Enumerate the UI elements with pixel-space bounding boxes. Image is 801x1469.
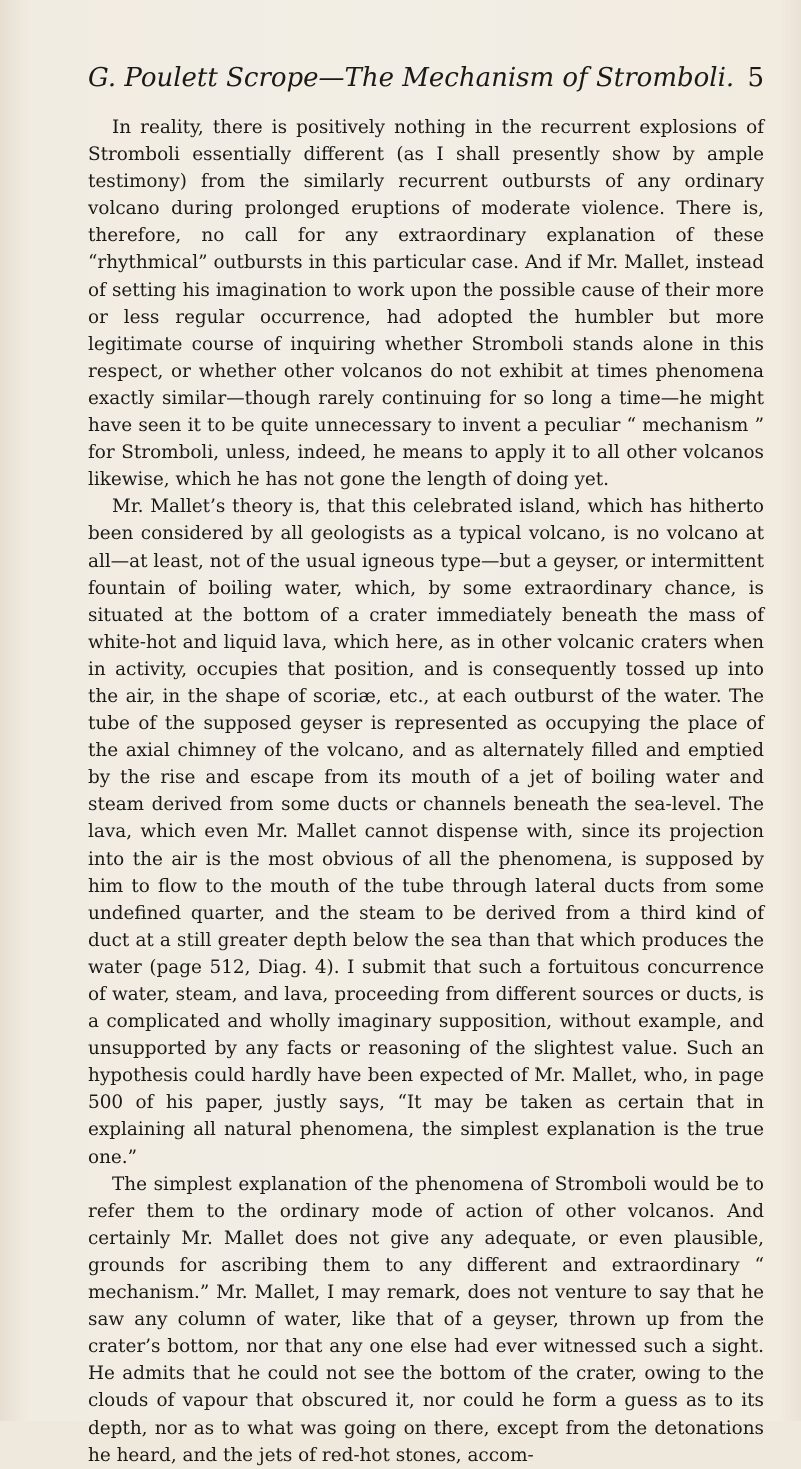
paragraph: In reality, there is positively nothing in the recurrent explosions of Stromboli essentially different (as I shall presently show by ample testimony) from the similarly recurrent outbursts of any ordinary volcano during prolonged eruptions of moderate violence. There is, therefore, no call for any extraordinary explanation of these “rhythmical” outbursts in this particular case. And if Mr. Mallet, instead of setting his imagination to work upon the possible cause of their more or less regular occurrence, had adopted the humbler but more legitimate course of inquiring whether Stromboli stands alone in this respect, or whether other volcanos do not exhibit at times phenomena exactly similar—though rarely continuing for so long a time—he might have seen it to be quite unnecessary to invent a peculiar “ mechanism ” for Stromboli, unless, indeed, he means to apply it to all other volcanos likewise, which he has not gone the length of doing yet.	[88, 117, 764, 491]
paragraph: The simplest explanation of the phenomena of Stromboli would be to refer them to the ordinary mode of action of other volcanos. And certainly Mr. Mallet does not give any adequate, or even plausible, grounds for ascribing them to any different and extraordinary “ mechanism.” Mr. Mallet, I may remark, does not venture to say that he saw any column of water, like that of a geyser, thrown up from the crater’s bottom, nor that any one else had ever witnessed such a sight. He admits that he could not see the bottom of the crater, owing to the clouds of vapour that obscured it, nor could he form a guess as to its depth, nor as to what was going on there, except from the detonations he heard, and the jets of red-hot stones, accom-	[88, 1173, 764, 1466]
page-header	[88, 58, 764, 98]
paragraph: Mr. Mallet’s theory is, that this celebrated island, which has hitherto been considered by all geologists as a typical volcano, is no volcano at all—at least, not of the usual igneous type—but a geyser, or intermittent fountain of boiling water, which, by some extraordinary chance, is situated at the bottom of a crater immediately beneath the mass of white-hot and liquid lava, which here, as in other volcanic craters when in activity, occupies that position, and is consequently tossed up into the air, in the shape of scoriæ, etc., at each outburst of the water. The tube of the supposed geyser is represented as occupying the place of the axial chimney of the volcano, and as alternately filled and emptied by the rise and escape from its mouth of a jet of boiling water and steam derived from some ducts or channels beneath the sea-level. The lava, which even Mr. Mallet cannot dispense with, since its projection into the air is the most obvious of all the phenomena, is supposed by him to flow to the mouth of the tube through lateral ducts from some undefined quarter, and the steam to be derived from a third kind of duct at a still greater depth below the sea than that which produces the water (page 512, Diag. 4). I submit that such a fortuitous concurrence of water, steam, and lava, proceeding from different sources or ducts, is a complicated and wholly imaginary supposition, without example, and unsupported by any facts or reasoning of the slightest value. Such an hypothesis could hardly have been expected of Mr. Mallet, who, in page 500 of his paper, justly says, “It may be taken as certain that in explaining all natural phenomena, the simplest explanation is the true one.”	[88, 496, 764, 1168]
page-number: 5	[747, 63, 764, 93]
body-text	[88, 114, 764, 1469]
running-title: G. Poulett Scrope—The Mechanism of Stromboli.	[88, 63, 735, 93]
